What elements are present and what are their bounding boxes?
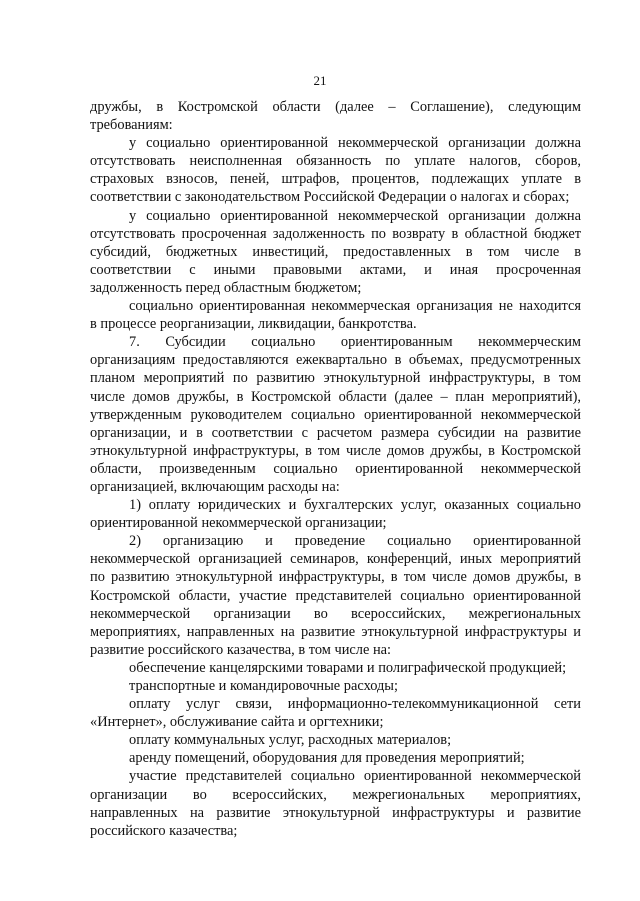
text-line: утвержденным руководителем социально ориентированной некоммерческой: [90, 406, 581, 423]
text-line: страховых взносов, пеней, штрафов, процентов, подлежащих уплате в: [90, 171, 581, 188]
text-line: у социально ориентированной некоммерческой организации должна: [129, 135, 581, 152]
text-line: числе домов дружбы, в Костромской области (далее – план мероприятий),: [90, 388, 581, 405]
text-line: области, произведенным социально ориентированной некоммерческой: [90, 460, 581, 477]
text-line: некоммерческой организации во всероссийских, межрегиональных: [90, 605, 581, 622]
text-line: социально ориентированная некоммерческая организация не находится: [129, 298, 581, 315]
page-number: 21: [313, 73, 327, 88]
text-line: оплату коммунальных услуг, расходных материалов;: [129, 732, 452, 749]
text-line: 1) оплату юридических и бухгалтерских услуг, оказанных социально: [129, 497, 581, 514]
text-line: организацией, включающим расходы на:: [90, 478, 340, 495]
text-line: обеспечение канцелярскими товарами и полиграфической продукцией;: [129, 659, 567, 676]
text-line: организации во всероссийских, межрегиональных мероприятиях,: [90, 786, 581, 803]
text-line: направленных на развитие этнокультурной инфраструктуры и развитие: [90, 804, 581, 821]
document-body: [90, 98, 581, 840]
text-line: этнокультурной инфраструктуры, в том числе домов дружбы, в Костромской: [90, 442, 581, 459]
text-line: аренду помещений, оборудования для проведения мероприятий;: [129, 750, 525, 767]
text-line: соответствии с законодательством Российской Федерации о налогах и сборах;: [90, 189, 570, 206]
text-line: развитие российского казачества, в том числе на:: [90, 641, 392, 658]
text-line: российского казачества;: [90, 822, 238, 839]
text-line: субсидий, бюджетных инвестиций, предоставленных в том числе в: [90, 243, 581, 260]
text-line: в процессе реорганизации, ликвидации, банкротства.: [90, 316, 417, 333]
text-line: ориентированной некоммерческой организации;: [90, 515, 387, 532]
text-line: отсутствовать просроченная задолженность по возврату в областной бюджет: [90, 225, 581, 242]
text-line: соответствии с иными правовыми актами, и иная просроченная: [90, 261, 581, 278]
text-line: Костромской области, участие представителей социально ориентированной: [90, 587, 581, 604]
text-line: требованиям:: [90, 117, 173, 134]
text-line: некоммерческой организацией семинаров, конференций, иных мероприятий: [90, 551, 581, 568]
text-line: у социально ориентированной некоммерческой организации должна: [129, 207, 581, 224]
text-line: задолженность перед областным бюджетом;: [90, 279, 362, 296]
text-line: мероприятиях, направленных на развитие этнокультурной инфраструктуры и: [90, 623, 581, 640]
text-line: отсутствовать неисполненная обязанность по уплате налогов, сборов,: [90, 153, 581, 170]
text-line: участие представителей социально ориентированной некоммерческой: [129, 768, 581, 785]
text-line: 7. Субсидии социально ориентированным некоммерческим: [129, 334, 581, 351]
text-line: организации, и в соответствии с расчетом размера субсидии на развитие: [90, 424, 581, 441]
text-line: транспортные и командировочные расходы;: [129, 678, 398, 694]
text-line: дружбы, в Костромской области (далее – Соглашение), следующим: [90, 99, 581, 115]
text-line: оплату услуг связи, информационно-телекоммуникационной сети: [129, 696, 581, 713]
text-line: по развитию этнокультурной инфраструктуры, в том числе домов дружбы, в: [90, 569, 581, 586]
text-line: организациям предоставляются ежеквартально в объемах, предусмотренных: [90, 352, 581, 369]
text-line: «Интернет», обслуживание сайта и оргтехники;: [90, 714, 384, 731]
text-line: 2) организацию и проведение социально ориентированной: [129, 533, 581, 550]
text-line: планом мероприятий по развитию этнокультурной инфраструктуры, в том: [90, 370, 581, 387]
